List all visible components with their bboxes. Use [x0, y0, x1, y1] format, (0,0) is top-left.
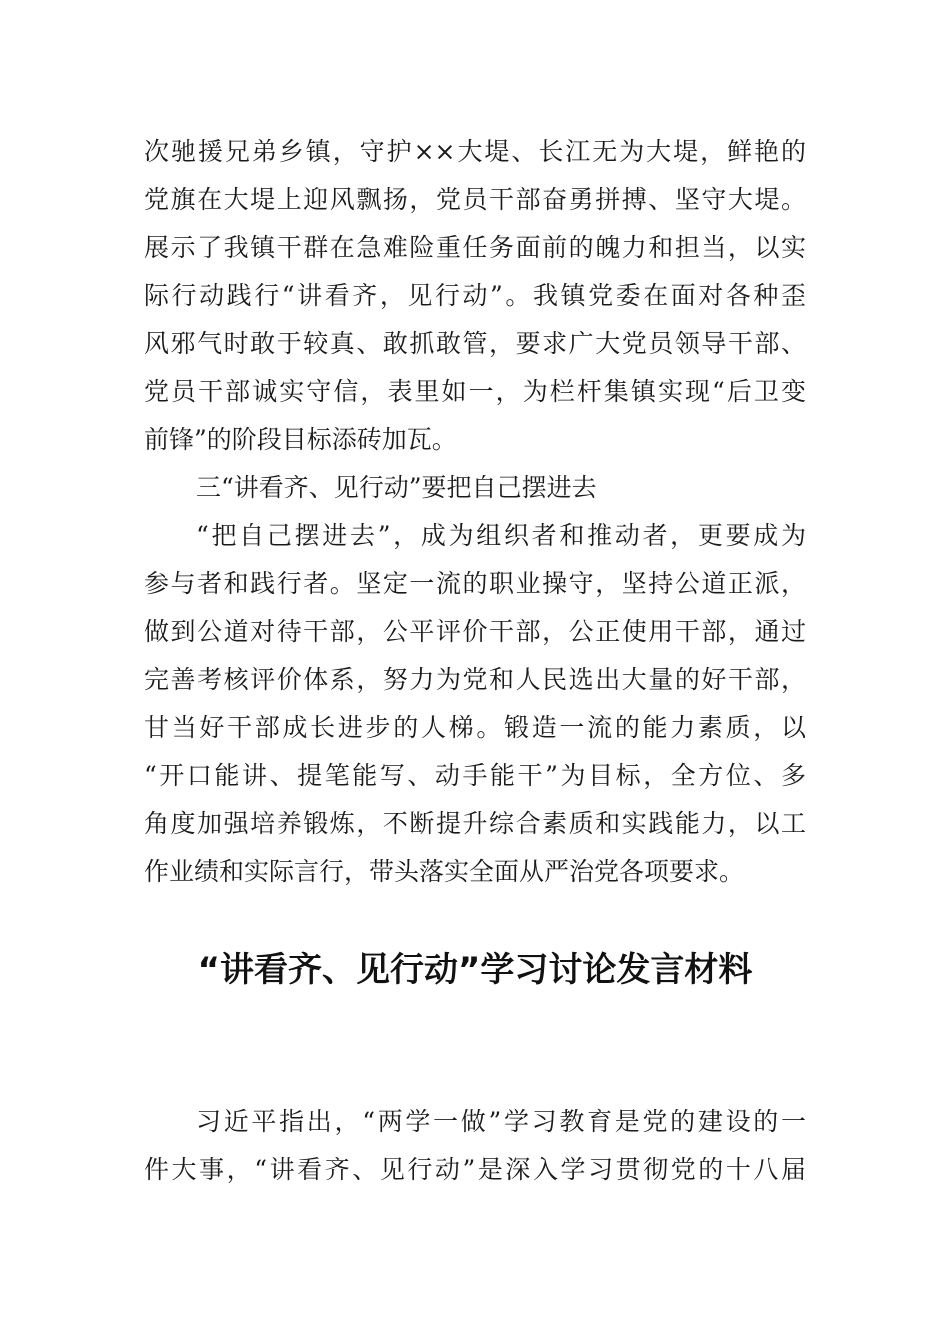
text-line: “开口能讲、提笔能写、动手能干”为目标，全方位、多 — [144, 761, 806, 790]
text-line: 甘当好干部成长进步的人梯。锻造一流的能力素质，以 — [144, 713, 806, 742]
text-line: 党员干部诚实守信，表里如一，为栏杆集镇实现“后卫变 — [144, 377, 806, 406]
section-heading: 三“讲看齐、见行动”要把自己摆进去 — [196, 473, 597, 502]
text-line: “把自己摆进去”，成为组织者和推动者，更要成为 — [196, 521, 806, 550]
text-line: 前锋”的阶段目标添砖加瓦。 — [144, 425, 457, 454]
text-line: 习近平指出，“两学一做”学习教育是党的建设的一 — [196, 1107, 806, 1136]
document-title: “讲看齐、见行动”学习讨论发言材料 — [197, 950, 753, 990]
text-line: 展示了我镇干群在急难险重任务面前的魄力和担当，以实 — [144, 233, 806, 262]
text-line: 做到公道对待干部，公平评价干部，公正使用干部，通过 — [144, 617, 806, 646]
text-line: 件大事，“讲看齐、见行动”是深入学习贯彻党的十八届 — [144, 1155, 806, 1184]
text-line: 风邪气时敢于较真、敢抓敢管，要求广大党员领导干部、 — [144, 329, 806, 358]
text-line: 参与者和践行者。坚定一流的职业操守，坚持公道正派， — [144, 569, 806, 598]
text-line: 次驰援兄弟乡镇，守护××大堤、长江无为大堤，鲜艳的 — [144, 137, 806, 166]
text-line: 作业绩和实际言行，带头落实全面从严治党各项要求。 — [144, 857, 745, 886]
text-line: 党旗在大堤上迎风飘扬，党员干部奋勇拼搏、坚守大堤。 — [144, 185, 806, 214]
text-line: 角度加强培养锻炼，不断提升综合素质和实践能力，以工 — [144, 809, 806, 838]
text-line: 完善考核评价体系，努力为党和人民选出大量的好干部， — [144, 665, 806, 694]
text-line: 际行动践行“讲看齐，见行动”。我镇党委在面对各种歪 — [144, 281, 806, 310]
